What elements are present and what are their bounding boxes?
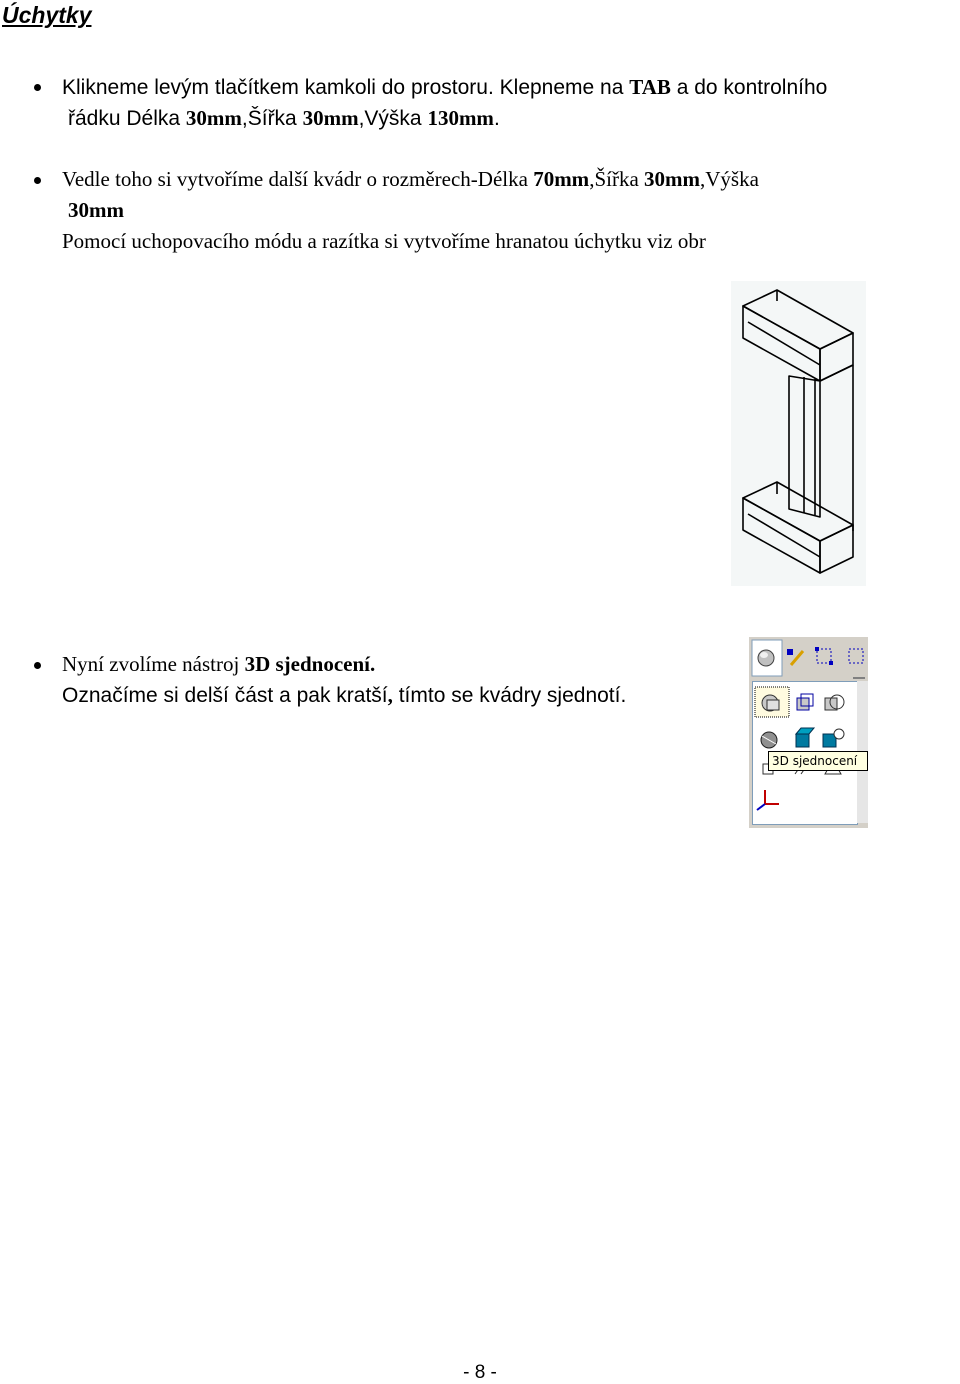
palette-tabs: [749, 637, 868, 679]
axis-icon[interactable]: [757, 790, 779, 810]
page-title: Úchytky: [2, 2, 92, 28]
instruction-1-text-c: a do kontrolního: [670, 76, 828, 99]
length-value: 30mm: [185, 106, 242, 130]
solids-tab-icon[interactable]: [758, 650, 774, 666]
width-value: 30mm: [302, 106, 359, 130]
width-label: ,Šířka: [241, 107, 303, 130]
instruction-3-text-a: Nyní zvolíme nástroj: [62, 652, 245, 676]
bullet-1: [34, 84, 41, 91]
instruction-2-text-3: Pomocí uchopovacího módu a razítka si vytvoříme hranatou úchytku viz obr: [62, 229, 706, 253]
instruction-1-text-a: Klikneme levým tlačítkem kamkoli do prostoru. Klepneme na: [62, 76, 630, 99]
instruction-2-text-a: Vedle toho si vytvoříme další kvádr o rozměrech-Délka: [62, 167, 534, 191]
height-label-2: ,Výška: [700, 167, 759, 191]
width-label-2: ,Šířka: [589, 167, 645, 191]
height-value: 130mm: [427, 106, 494, 130]
extra-tab-icon[interactable]: [849, 649, 863, 663]
instruction-3-text-c: tímto se kvádry sjednotí.: [392, 684, 627, 707]
grid-transform-icon[interactable]: [815, 647, 833, 665]
instruction-1-line2: [68, 103, 500, 134]
comma: ,: [387, 683, 393, 707]
height-value-2: 30mm: [68, 198, 124, 222]
tab-key-text: TAB: [629, 75, 671, 99]
wireframe-handle-figure: [731, 281, 866, 586]
instruction-2-line2: [68, 195, 124, 226]
slice-icon[interactable]: [761, 732, 777, 748]
length-value-2: 70mm: [533, 167, 590, 191]
intersect-icon[interactable]: [825, 695, 844, 710]
union-tool-name: 3D sjednocení.: [244, 652, 376, 676]
subtract-icon[interactable]: [797, 694, 813, 710]
sphere-tool-icon[interactable]: [823, 729, 844, 747]
period: .: [493, 107, 500, 130]
union-tooltip: 3D sjednocení: [768, 751, 868, 771]
edit-pen-icon[interactable]: [787, 649, 803, 665]
instruction-2: [62, 164, 759, 195]
instruction-3-text-b: Označíme si delší část a pak kratší: [62, 684, 388, 707]
instruction-3-line2: [62, 680, 626, 711]
height-label: ,Výška: [358, 107, 428, 130]
page-number: - 8 -: [463, 1362, 497, 1383]
tool-palette: [749, 637, 868, 828]
instruction-1: [62, 72, 827, 103]
width-value-2: 30mm: [644, 167, 701, 191]
bullet-3: [34, 662, 41, 669]
length-label: řádku Délka: [68, 107, 186, 130]
instruction-2-line3: [62, 226, 706, 257]
box-tool-icon[interactable]: [796, 728, 814, 747]
instruction-3: [62, 649, 375, 680]
bullet-2: [34, 177, 41, 184]
